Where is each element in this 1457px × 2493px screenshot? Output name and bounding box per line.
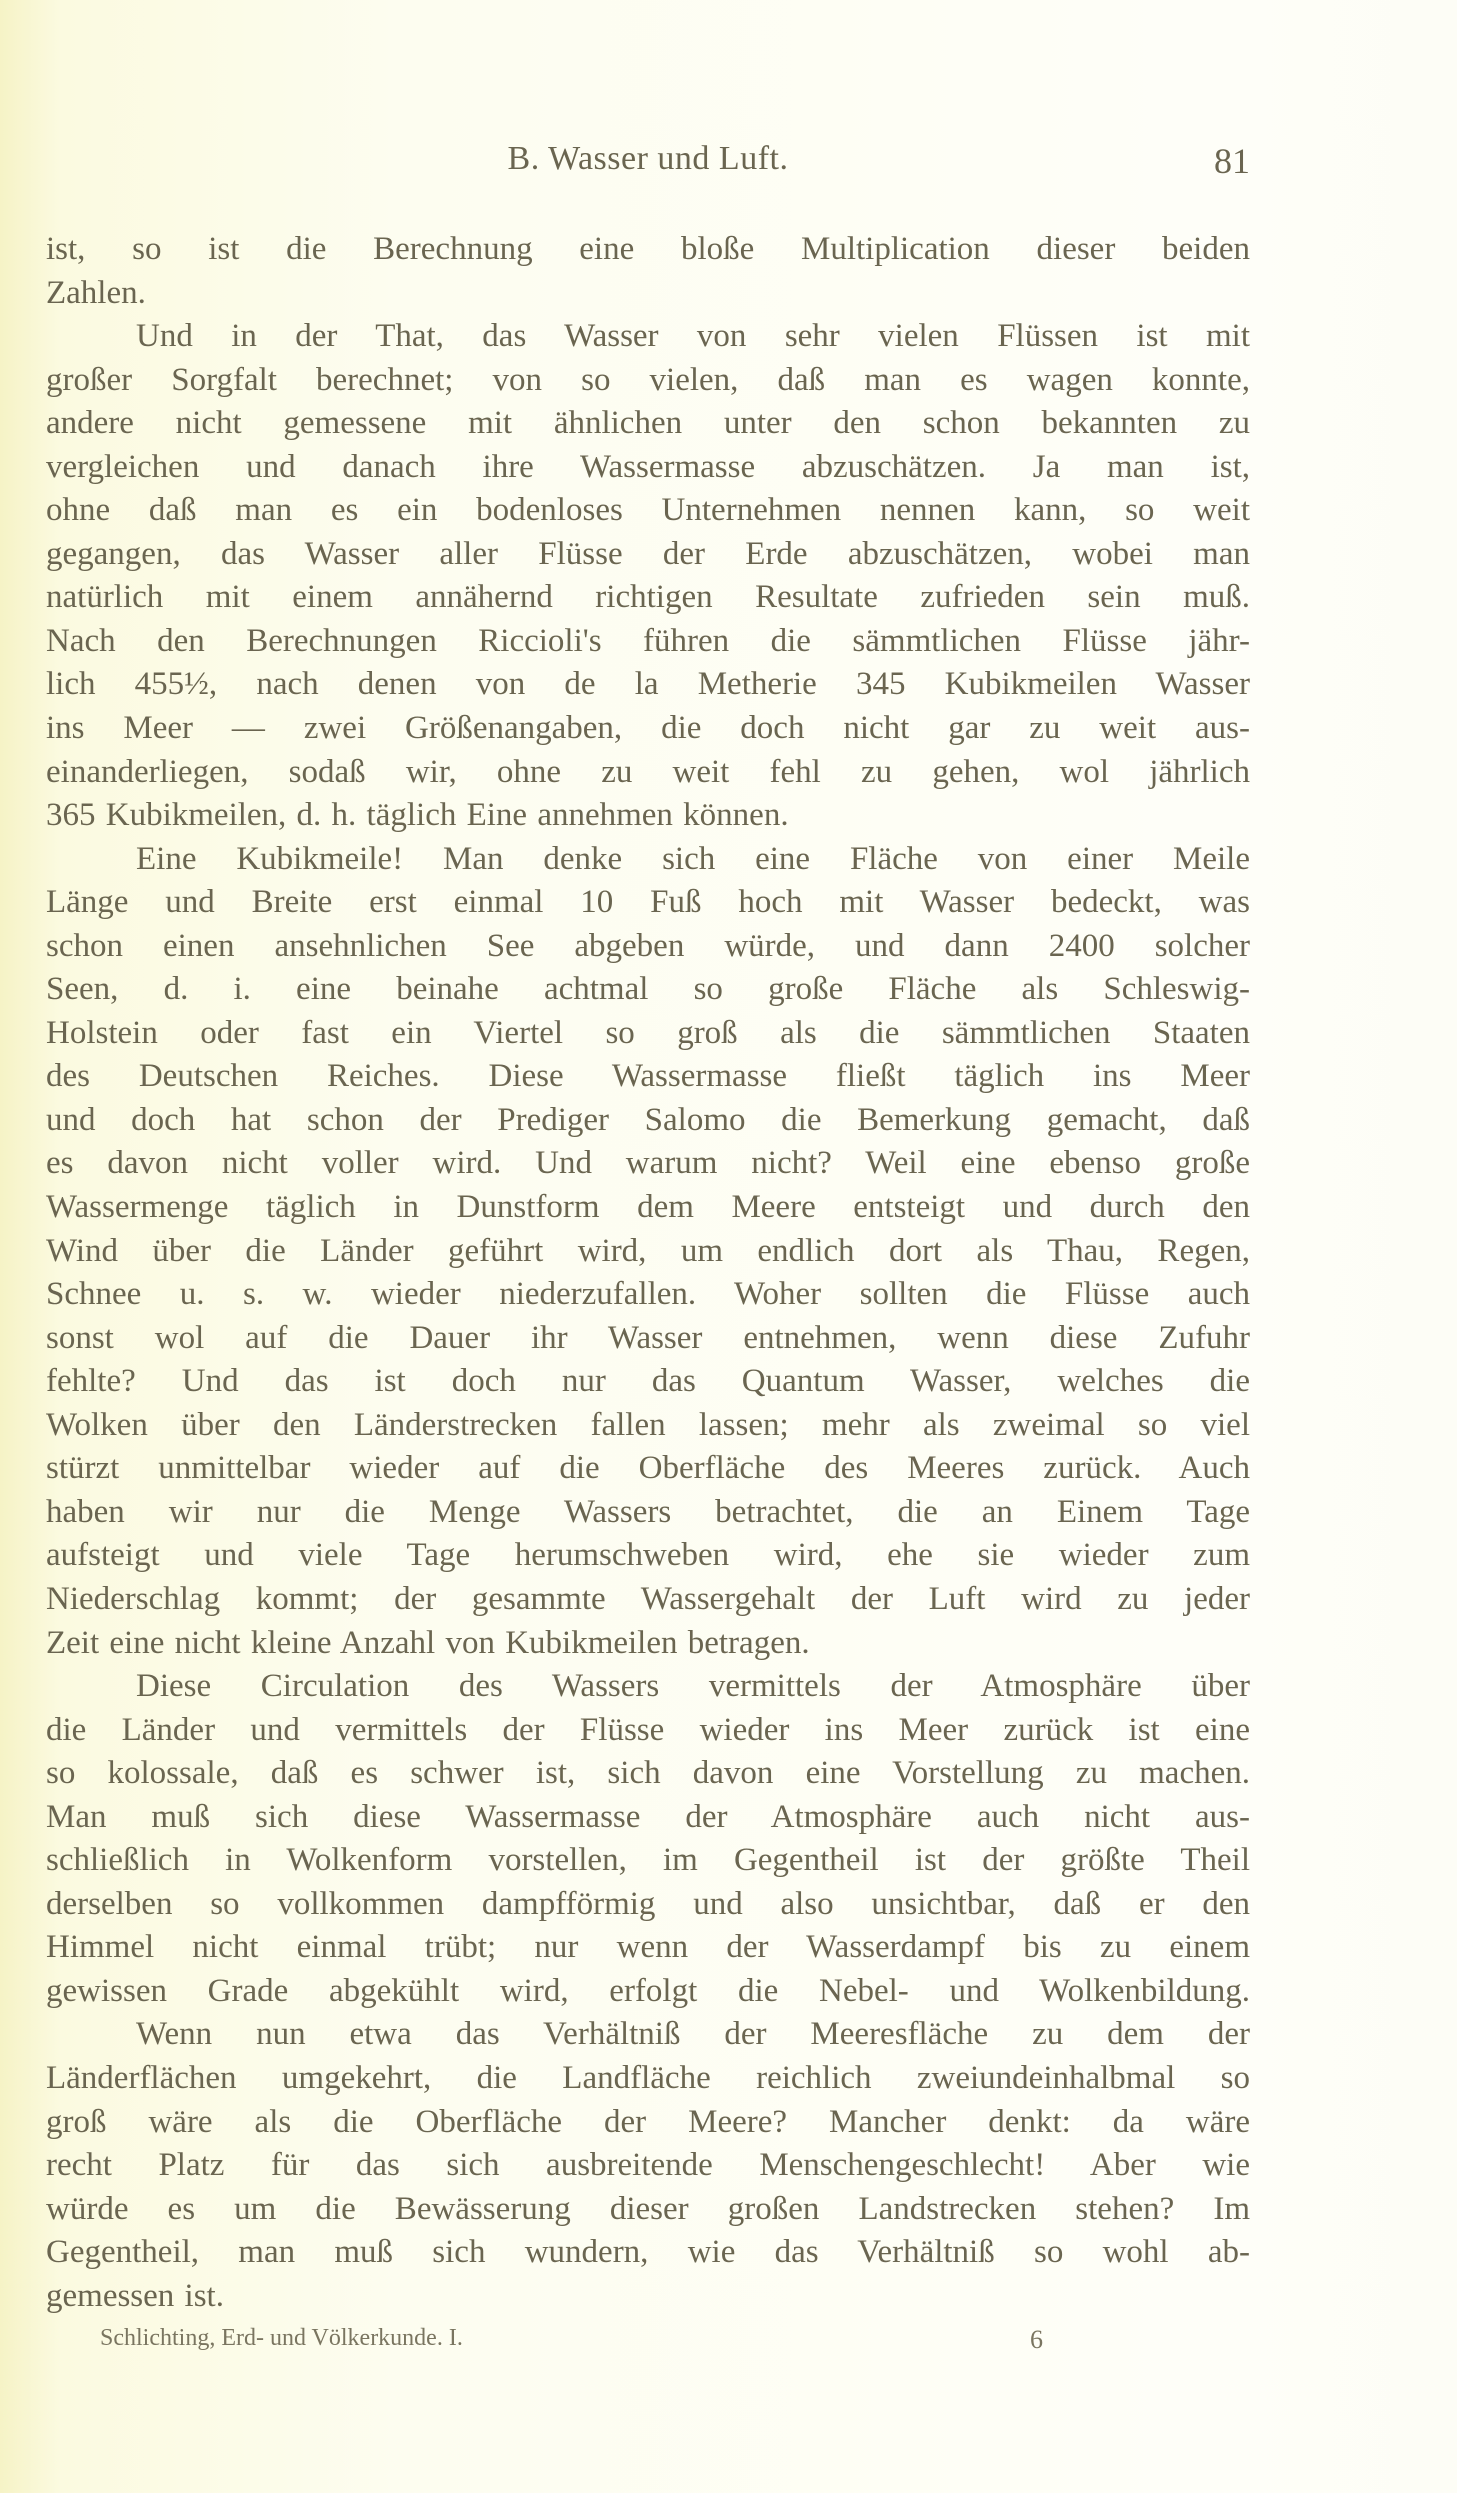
text-line: recht Platz für das sich ausbreitende Menschengeschlecht! Aber wie — [46, 2147, 1250, 2184]
sheet-number: 6 — [1030, 2325, 1043, 2354]
text-line: Himmel nicht einmal trübt; nur wenn der Wasserdampf bis zu einem — [46, 1929, 1250, 1966]
text-line: Diese Circulation des Wassers vermittels der Atmosphäre über — [136, 1668, 1250, 1705]
text-line: die Länder und vermittels der Flüsse wieder ins Meer zurück ist eine — [46, 1711, 1250, 1748]
text-line: Seen, d. i. eine beinahe achtmal so große Fläche als Schleswig- — [46, 971, 1250, 1008]
text-line: großer Sorgfalt berechnet; von so vielen, daß man es wagen konnte, — [46, 361, 1250, 398]
text-line: Wassermenge täglich in Dunstform dem Meere entsteigt und durch den — [46, 1189, 1250, 1226]
text-line: 365 Kubikmeilen, d. h. täglich Eine annehmen können. — [46, 797, 789, 834]
text-line: Eine Kubikmeile! Man denke sich eine Fläche von einer Meile — [136, 840, 1250, 877]
footer — [100, 2325, 1100, 2352]
body-text — [46, 228, 1250, 2318]
text-line: Länderflächen umgekehrt, die Landfläche reichlich zweiundeinhalbmal so — [46, 2059, 1250, 2096]
text-line: sonst wol auf die Dauer ihr Wasser entnehmen, wenn diese Zufuhr — [46, 1319, 1250, 1356]
text-line: Man muß sich diese Wassermasse der Atmosphäre auch nicht aus- — [46, 1798, 1250, 1835]
text-line: lich 455½, nach denen von de la Metherie 345 Kubikmeilen Wasser — [46, 666, 1250, 703]
text-line: groß wäre als die Oberfläche der Meere? Mancher denkt: da wäre — [46, 2103, 1250, 2140]
running-header — [46, 140, 1250, 190]
text-line: Wind über die Länder geführt wird, um endlich dort als Thau, Regen, — [46, 1232, 1250, 1269]
text-line: Und in der That, das Wasser von sehr vielen Flüssen ist mit — [136, 318, 1250, 355]
text-line: Schnee u. s. w. wieder niederzufallen. Woher sollten die Flüsse auch — [46, 1276, 1250, 1313]
text-line: und doch hat schon der Prediger Salomo die Bemerkung gemacht, daß — [46, 1101, 1250, 1138]
text-line: schon einen ansehnlichen See abgeben würde, und dann 2400 solcher — [46, 927, 1250, 964]
running-title: B. Wasser und Luft. — [507, 140, 789, 177]
text-line: gegangen, das Wasser aller Flüsse der Erde abzuschätzen, wobei man — [46, 535, 1250, 572]
text-line: fehlte? Und das ist doch nur das Quantum Wasser, welches die — [46, 1363, 1250, 1400]
text-line: würde es um die Bewässerung dieser großen Landstrecken stehen? Im — [46, 2190, 1250, 2227]
text-line: Wolken über den Länderstrecken fallen lassen; mehr als zweimal so viel — [46, 1406, 1250, 1443]
page-number: 81 — [1214, 141, 1250, 181]
text-line: Länge und Breite erst einmal 10 Fuß hoch mit Wasser bedeckt, was — [46, 884, 1250, 921]
text-line: gemessen ist. — [46, 2277, 224, 2314]
text-line: es davon nicht voller wird. Und warum nicht? Weil eine ebenso große — [46, 1145, 1250, 1182]
text-line: ohne daß man es ein bodenloses Unternehmen nennen kann, so weit — [46, 492, 1250, 529]
text-line: natürlich mit einem annähernd richtigen Resultate zufrieden sein muß. — [46, 579, 1250, 616]
text-line: Zeit eine nicht kleine Anzahl von Kubikmeilen betragen. — [46, 1624, 810, 1661]
text-line: des Deutschen Reiches. Diese Wassermasse fließt täglich ins Meer — [46, 1058, 1250, 1095]
text-line: stürzt unmittelbar wieder auf die Oberfläche des Meeres zurück. Auch — [46, 1450, 1250, 1487]
text-line: Holstein oder fast ein Viertel so groß als die sämmtlichen Staaten — [46, 1014, 1250, 1051]
text-line: aufsteigt und viele Tage herumschweben wird, ehe sie wieder zum — [46, 1537, 1250, 1574]
text-line: so kolossale, daß es schwer ist, sich davon eine Vorstellung zu machen. — [46, 1755, 1250, 1792]
text-line: Zahlen. — [46, 274, 146, 311]
text-line: Nach den Berechnungen Riccioli's führen die sämmtlichen Flüsse jähr- — [46, 622, 1250, 659]
text-line: Wenn nun etwa das Verhältniß der Meeresfläche zu dem der — [136, 2016, 1250, 2053]
text-line: vergleichen und danach ihre Wassermasse abzuschätzen. Ja man ist, — [46, 448, 1250, 485]
text-line: ins Meer — zwei Größenangaben, die doch nicht gar zu weit aus- — [46, 710, 1250, 747]
text-line: Gegentheil, man muß sich wundern, wie das Verhältniß so wohl ab- — [46, 2234, 1250, 2271]
text-line: haben wir nur die Menge Wassers betrachtet, die an Einem Tage — [46, 1493, 1250, 1530]
text-line: Niederschlag kommt; der gesammte Wassergehalt der Luft wird zu jeder — [46, 1580, 1250, 1617]
text-line: ist, so ist die Berechnung eine bloße Multiplication dieser beiden — [46, 231, 1250, 267]
text-line: einanderliegen, sodaß wir, ohne zu weit fehl zu gehen, wol jährlich — [46, 753, 1250, 790]
text-line: schließlich in Wolkenform vorstellen, im Gegentheil ist der größte Theil — [46, 1842, 1250, 1879]
text-line: gewissen Grade abgekühlt wird, erfolgt die Nebel- und Wolkenbildung. — [46, 1972, 1250, 2009]
printer-signature: Schlichting, Erd- und Völkerkunde. I. — [100, 2325, 463, 2351]
text-line: derselben so vollkommen dampfförmig und also unsichtbar, daß er den — [46, 1885, 1250, 1922]
text-line: andere nicht gemessene mit ähnlichen unter den schon bekannten zu — [46, 405, 1250, 442]
